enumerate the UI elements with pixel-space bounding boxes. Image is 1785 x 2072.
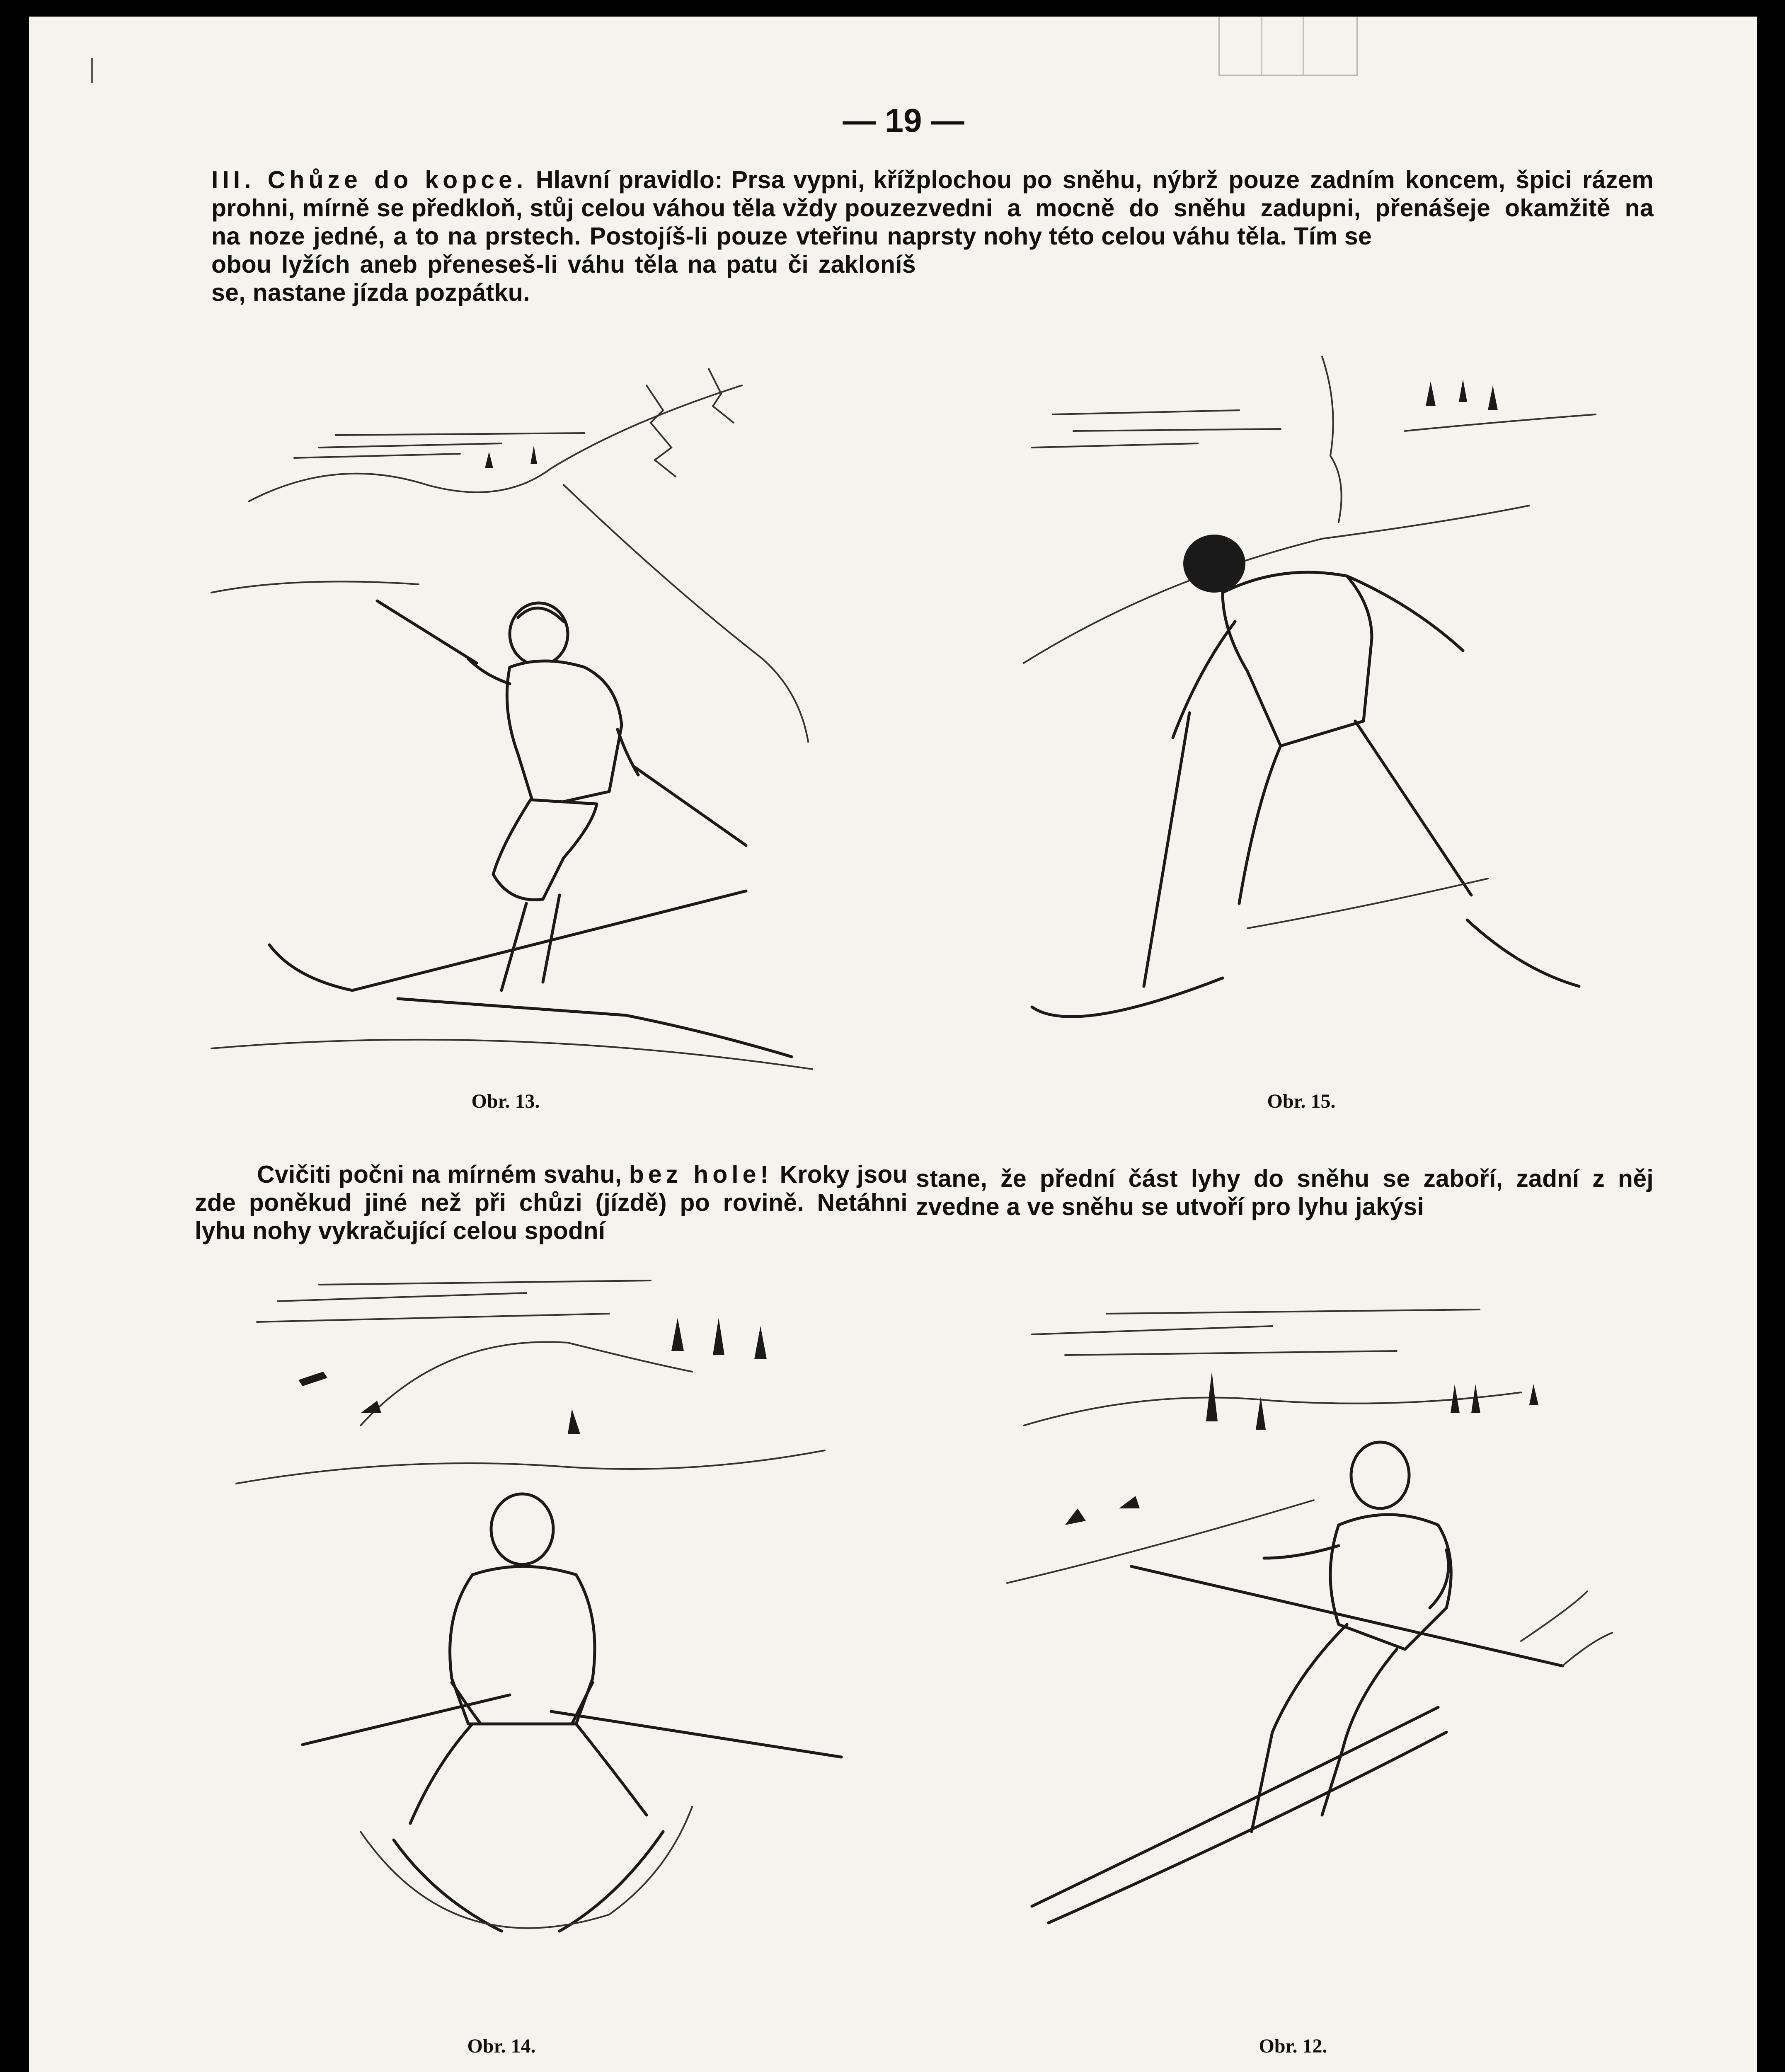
paragraph-text: stane, že přední část lyhy do sněhu se zaboří, zadní z něj zvedne a ve sněhu se utvoří pro lyhu jakýsi xyxy=(916,1165,1654,1220)
text-left-top xyxy=(211,166,916,307)
library-stamp xyxy=(1218,17,1358,76)
skier-herringbone-illustration xyxy=(236,1268,858,1973)
figure-caption: Obr. 14. xyxy=(467,2035,536,2057)
skier-woman-stepping-illustration xyxy=(991,307,1633,1053)
page xyxy=(29,17,1757,2072)
skier-climbing-illustration xyxy=(211,369,833,1073)
page-number: — 19 — xyxy=(843,102,964,139)
paragraph-text: Cvičiti počni na mírném svahu, xyxy=(257,1161,622,1188)
figure-caption: Obr. 13. xyxy=(471,1090,540,1112)
text-right-middle xyxy=(916,1164,1654,1221)
crop-mark xyxy=(91,58,93,83)
emphasis-text: bez hole! xyxy=(629,1161,773,1188)
paragraph-text: Hlavní pravidlo: Prsa vypni, kříž prohni, mírně se předkloň, stůj celou váhou těla vždy pouze na noze jedné, a to na prstech. Postojíš-li pouze vteřinu na obou lyžích aneb přeneseš-li váhu těla na patu či zakloníš se, nastane jízda pozpátku. xyxy=(211,166,916,306)
text-left-middle xyxy=(195,1160,908,1245)
section-heading: III. Chůze do kopce. xyxy=(211,166,528,194)
figure-caption: Obr. 15. xyxy=(1267,1090,1336,1112)
figure-caption: Obr. 12. xyxy=(1259,2035,1327,2057)
text-right-top xyxy=(916,166,1654,250)
paragraph-text: plochou po sněhu, nýbrž pouze zadním koncem, špici rázem zvedni a mocně do sněhu zadupni, přenášeje okamžitě na prsty nohy této celou váhu těla. Tím se xyxy=(916,166,1654,250)
skier-sidestepping-illustration xyxy=(982,1293,1629,1977)
paragraph-text: Kroky jsou zde poněkud jiné než při chůzi (jízdě) po rovině. Netáhni lyhu nohy vykračující celou spodní xyxy=(195,1161,908,1244)
